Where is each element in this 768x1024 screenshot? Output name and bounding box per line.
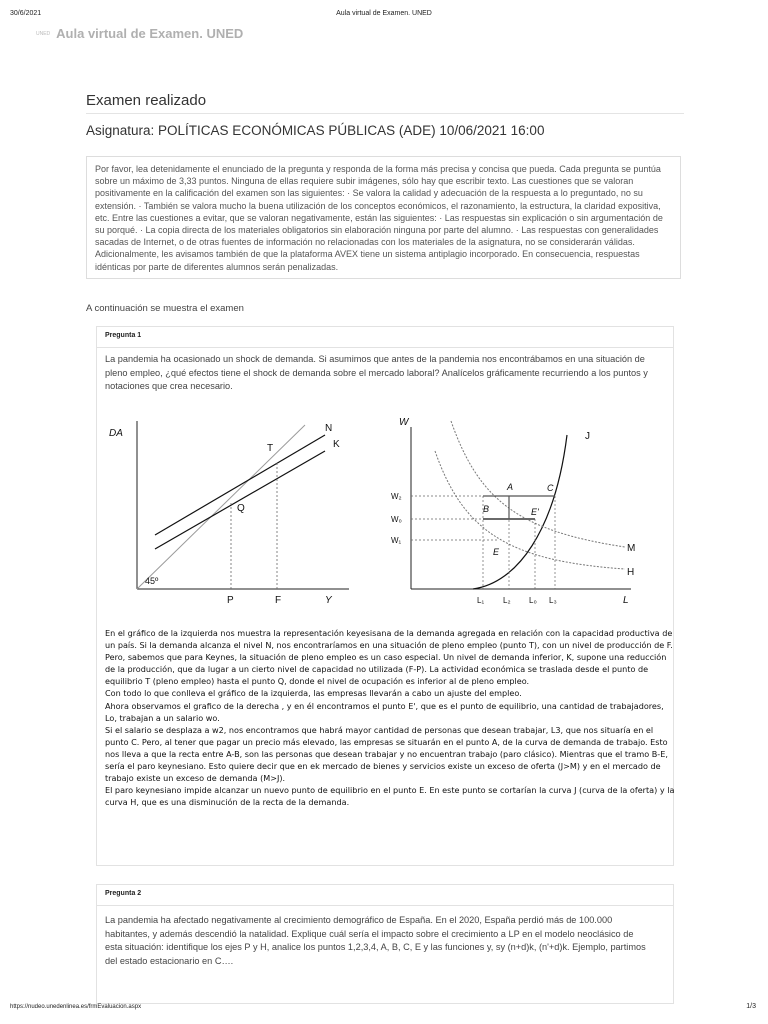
- instructions-panel: Por favor, lea detenidamente el enunciado de la pregunta y responda de la forma más precisa y concisa que pueda. Cada pregunta se puntúa sobre un máximo de 3,33 puntos. Ninguna de ellas requiere subir imágenes, sólo hay que escribir texto. Las cuestiones que se valoran positivamente en la calificación del examen son las siguientes: · Se valora la calidad y adecuación de la respuesta a lo preguntado, no su extensión. · También se valora mucho la buena utilización de los conceptos económicos, el razonamiento, la estructura, la claridad expositiva, etc. Entre las cuestiones a evitar, que se valoran negativamente, están las siguientes: · Las respuestas sin explicación o sin argumentación de su porqué. · La copia directa de los materiales obligatorios sin elaboración ninguna por parte del alumno. · Las respuestas con generalidades sacadas de Internet, o de otras fuentes de información no relacionadas con los materiales de la asignatura, no se considerarán válidas. Adicionalmente, les avisamos también de que la plataforma AVEX tiene un sistema antiplagio incorporado. En consecuencia, respuestas idénticas por parte de diferentes alumnos serán penalizadas.: [86, 156, 681, 279]
- axis-label-l: L: [623, 595, 629, 606]
- tick-label-l1: L₁: [477, 596, 485, 605]
- question-text: La pandemia ha ocasionado un shock de demanda. Si asumimos que antes de la pandemia nos encontrábamos en una situación de pleno empleo, ¿qué efectos tiene el shock de demanda sobre el mercado laboral? Analícelos gráficamente recurriendo a los puntos y notaciones que crea necesario.: [105, 354, 648, 391]
- question-card: [96, 326, 674, 866]
- labor-market-graph: [387, 411, 669, 611]
- tick-label-w2: W₂: [391, 492, 402, 501]
- question-label: Pregunta 2: [105, 890, 142, 897]
- question-card: [96, 884, 674, 1004]
- curve-label-k: K: [333, 439, 340, 450]
- question-header: [97, 885, 673, 906]
- answer-paragraph: En el gráfico de la izquierda nos muestra la representación keyesisana de la demanda agregada en relación con la capacidad productiva de un país. Si la demanda alcanza el nivel N, nos encontraríamos en una situación de pleno empleo (punto T), con un nivel de producción de F. Pero, sabemos que para Keynes, la situación de pleno empleo es un caso especial. Un nivel de demanda inferior, K, supone una reducción de la producción, que da lugar a un cierto nivel de capacidad no utilizada (F-P). La actividad económica se traslada desde el punto de equilibrio T (pleno empleo) hasta el punto Q, donde el nivel de ocupación es inferior al de pleno empleo.: [105, 628, 673, 687]
- point-label-t: T: [267, 443, 274, 454]
- tick-label-l3: L₃: [549, 596, 557, 605]
- curve-k: [155, 451, 325, 549]
- point-label-a: A: [507, 482, 514, 492]
- page-title: Examen realizado: [86, 92, 207, 109]
- print-date: 30/6/2021: [10, 10, 42, 17]
- angle-label: 45º: [145, 576, 159, 586]
- point-label-c: C: [547, 483, 554, 493]
- axis-label-w: W: [399, 417, 409, 428]
- tick-label-w0: W₀: [391, 515, 402, 524]
- curve-n: [155, 435, 325, 535]
- tick-label-w1: W₁: [391, 536, 402, 545]
- axis-label-da: DA: [109, 428, 123, 439]
- point-label-e-prime: E': [531, 507, 539, 517]
- keynesian-cross-graph: [99, 411, 367, 611]
- exam-intro: A continuación se muestra el examen: [86, 303, 244, 314]
- curve-label-j: J: [585, 431, 590, 442]
- curve-label-m: M: [627, 543, 636, 554]
- app-title[interactable]: Aula virtual de Examen. UNED: [56, 26, 244, 41]
- point-label-b: B: [483, 504, 490, 514]
- tick-label-f: F: [275, 595, 282, 606]
- tick-label-l0: L₀: [529, 596, 537, 605]
- tick-label-l2: L₂: [503, 596, 511, 605]
- curve-label-n: N: [325, 423, 333, 434]
- point-label-q: Q: [237, 503, 245, 514]
- question-text: La pandemia ha afectado negativamente al crecimiento demográfico de España. En el 2020, España perdió más de 100.000 habitantes, y además descendió la natalidad. Explique cuál sería el impacto sobre el crecimiento a LP en el modelo neoclásico de esta situación: identifique los ejes P y H, analice los puntos 1,2,3,4, A, B, C, E y las funciones y, sy (n+d)k, (n'+d)k. Ejemplo, partimos del estado estacionario en C….: [105, 915, 646, 966]
- tick-label-p: P: [227, 595, 234, 606]
- question-header: [97, 327, 673, 348]
- print-url: https://nudeo.unedenlinea.es/frmEvaluacion.aspx: [10, 1004, 142, 1010]
- curve-h: [435, 451, 625, 569]
- app-header: [36, 26, 243, 41]
- answer-paragraph: Ahora observamos el grafico de la derecha , y en él encontramos el punto E', que es el punto de equilibrio, una cantidad de trabajadores, Lo, trabajan a un salario wo.: [105, 700, 664, 723]
- question-label: Pregunta 1: [105, 332, 142, 339]
- curve-label-h: H: [627, 567, 635, 578]
- title-divider: [86, 113, 684, 114]
- uned-logo: UNED: [36, 30, 51, 37]
- answer-text: [105, 627, 675, 808]
- answer-paragraph: Si el salario se desplaza a w2, nos encontramos que habrá mayor cantidad de personas que desean trabajar, L3, que nos situaría en el punto C. Pero, al tener que pagar un precio más elevado, las empresas se situarán en el punto A, de la curva de demanda de trabajo. Esto nos lleva a que la recta entre A-B, son las personas que desean trabajar y no encuentran trabajo (paro clásico). Mientras que el tramo B-E, sería el paro keynesiano. Esto quiere decir que en ek mercado de bienes y servicios existe un exceso de oferta (J>M) y en el mercado de trabajo existe un exceso de demanda (M>J).: [105, 724, 668, 784]
- line-45-degrees: [137, 425, 305, 589]
- curve-m: [451, 421, 625, 547]
- print-page-number: 1/3: [746, 1003, 756, 1010]
- axis-label-y: Y: [325, 595, 332, 606]
- subject-heading: Asignatura: POLÍTICAS ECONÓMICAS PÚBLICAS (ADE) 10/06/2021 16:00: [86, 123, 545, 138]
- point-label-e: E: [493, 547, 500, 557]
- answer-paragraph: Con todo lo que conlleva el gráfico de la izquierda, las empresas llevarán a cabo un ajuste del empleo.: [105, 688, 522, 699]
- answer-paragraph: El paro keynesiano impide alcanzar un nuevo punto de equilibrio en el punto E. En este punto se cortarían la curva J (curva de la oferta) y la curva H, que es una disminución de la recta de la demanda.: [105, 785, 675, 808]
- print-doc-title: Aula virtual de Examen. UNED: [336, 10, 432, 17]
